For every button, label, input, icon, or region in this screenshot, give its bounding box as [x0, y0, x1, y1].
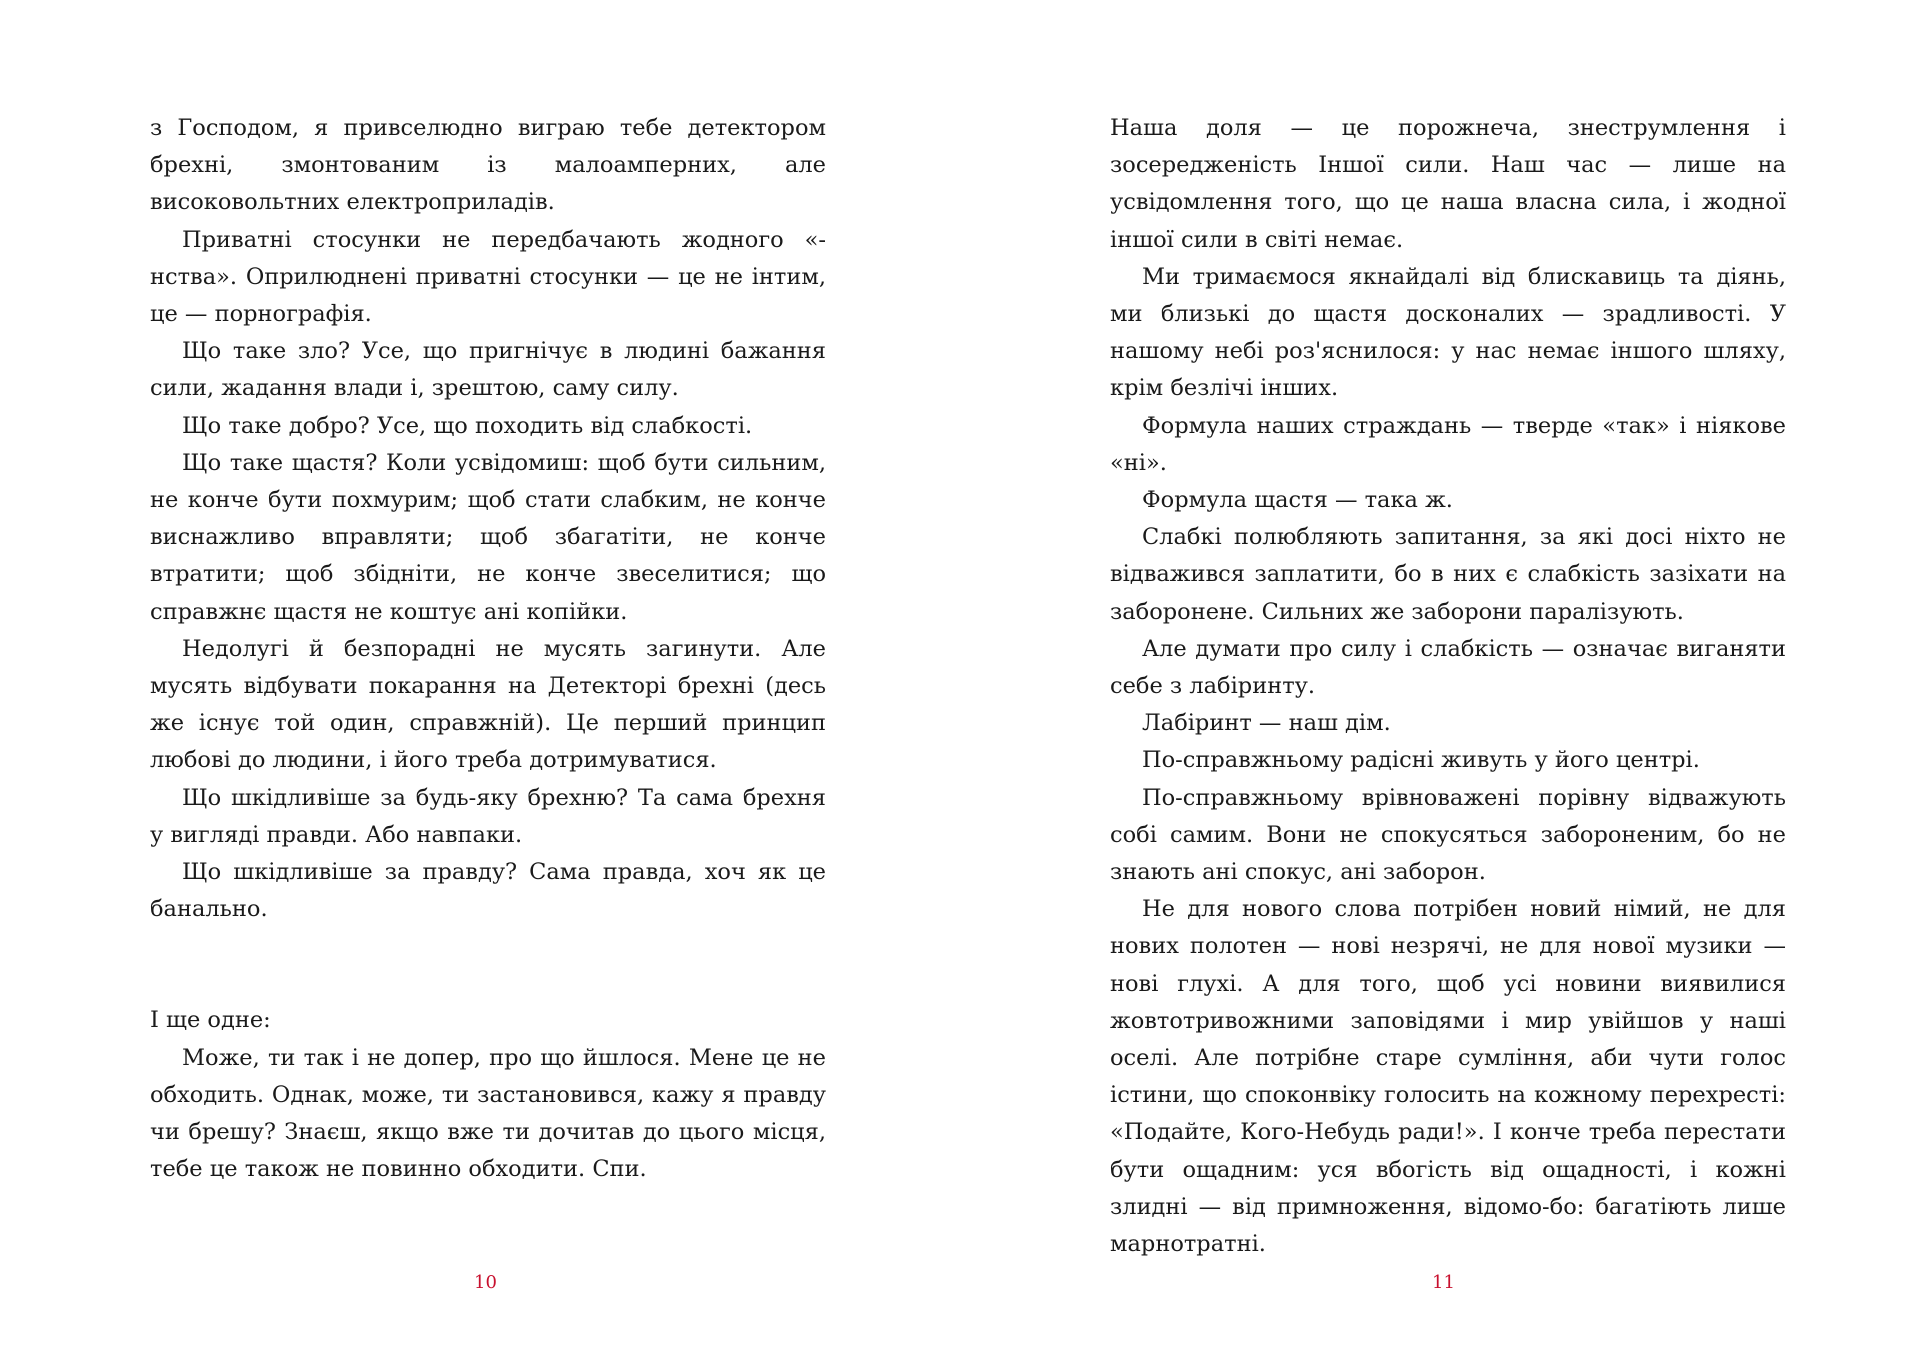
- paragraph: з Господом, я привселюдно виграю тебе детектором брехні, змонтованим із малоамперних, але високовольтних електроприладів.: [150, 115, 826, 216]
- page-number-left: 10: [474, 1272, 497, 1293]
- paragraph: Може, ти так і не допер, про що йшлося. Мене це не обходить. Однак, може, ти застановився, кажу я правду чи брешу? Знаєш, якщо вже ти дочитав до цього місця, тебе це також не повинно обходити. Спи.: [150, 1044, 826, 1183]
- paragraph: Недолугі й безпорадні не мусять загинути. Але мусять відбувати покарання на Детекторі брехні (десь же існує той один, справжній). Це перший принцип любові до людини, і його треба дотримуватися.: [150, 635, 826, 774]
- paragraph: Що шкідливіше за будь-яку брехню? Та сама брехня у вигляді правди. Або навпаки.: [150, 784, 826, 848]
- paragraph: Наша доля — це порожнеча, знеструмлення і зосередженість Іншої сили. Наш час — лише на усвідомлення того, що це наша власна сила, і жодної іншої сили в світі немає.: [1110, 115, 1786, 253]
- left-page: [150, 110, 826, 1188]
- paragraph: Лабіринт — наш дім.: [1142, 710, 1391, 737]
- paragraph: Приватні стосунки не передбачають жодного «-нства». Оприлюднені приватні стосунки — це не інтим, це — порнографія.: [150, 226, 826, 328]
- paragraph: По-справжньому радісні живуть у його центрі.: [1142, 747, 1700, 774]
- paragraph: Що шкідливіше за правду? Сама правда, хоч як це банально.: [150, 859, 826, 923]
- section-break: [150, 928, 826, 1002]
- paragraph: Що таке добро? Усе, що походить від слабкості.: [182, 412, 753, 439]
- paragraph: Не для нового слова потрібен новий німий, не для нових полотен — нові незрячі, не для нової музики — нові глухі. А для того, щоб усі новини виявилися жовтотривожними заповідями і мир увійшов у наші оселі. Але потрібне старе сумління, аби чути голос істини, що споконвіку голосить на кожному перехресті: «Подайте, Кого-Небудь ради!». І конче треба перестати бути ощадним: уся вбогість від ощадності, і кожні злидні — від примноження, відомо-бо: багатіють лише марнотратні.: [1110, 896, 1786, 1258]
- paragraph: Формула наших страждань — тверде «так» і ніякове «ні».: [1110, 412, 1786, 476]
- paragraph: По-справжньому врівноважені порівну відважують собі самим. Вони не спокусяться забороненим, бо не знають ані спокус, ані заборон.: [1110, 784, 1786, 886]
- paragraph: Що таке зло? Усе, що пригнічує в людині бажання сили, жадання влади і, зрештою, саму силу.: [150, 338, 826, 402]
- paragraph: Ми тримаємося якнайдалі від блискавиць та діянь, ми близькі до щастя досконалих — зрадливості. У нашому небі роз'яснилося: у нас немає іншого шляху, крім безлічі інших.: [1110, 263, 1786, 402]
- paragraph: Формула щастя — така ж.: [1142, 487, 1453, 514]
- right-page: [1110, 110, 1786, 1263]
- paragraph: І ще одне:: [150, 1007, 271, 1034]
- paragraph: Що таке щастя? Коли усвідомиш: щоб бути сильним, не конче бути похмурим; щоб стати слабким, не конче виснажливо вправляти; щоб збагатіти, не конче втратити; щоб збідніти, не конче звеселитися; що справжнє щастя не коштує ані копійки.: [150, 449, 826, 625]
- paragraph: Слабкі полюбляють запитання, за які досі ніхто не відважився заплатити, бо в них є слабкість зазіхати на заборонене. Сильних же заборони паралізують.: [1110, 524, 1786, 625]
- page-number-right: 11: [1432, 1272, 1455, 1293]
- paragraph: Але думати про силу і слабкість — означає виганяти себе з лабіринту.: [1110, 635, 1786, 700]
